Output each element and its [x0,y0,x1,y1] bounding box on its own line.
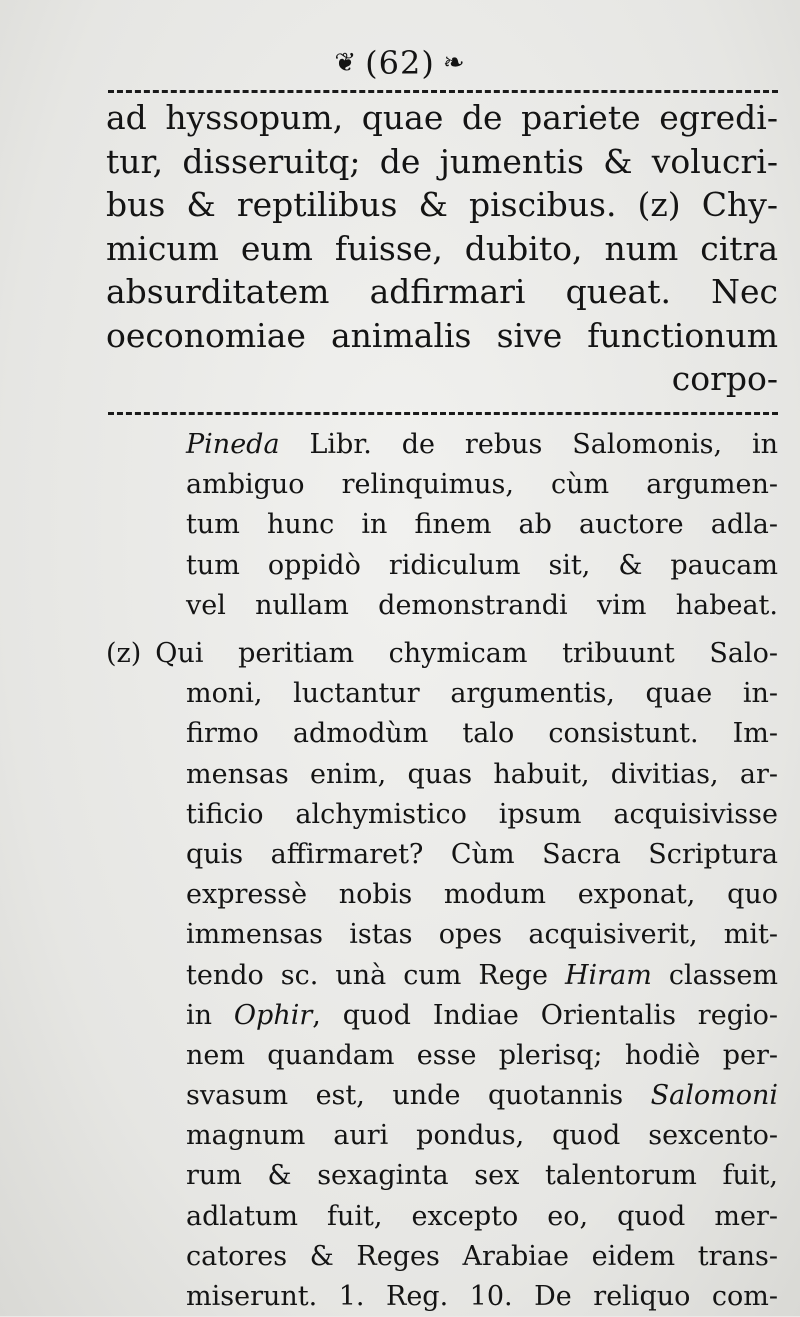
footnote-line [106,1076,778,1116]
footnote-text: adlatum fuit, excepto eo, quod mer- [186,1200,778,1232]
footnote-text: svasum est, unde quotannis [186,1080,651,1112]
footnote-line: ambiguo relinquimus, cùm argumen- [186,469,778,501]
footnote-text: Qui peritiam chymicam tribuunt Salo- [155,638,778,669]
footnote-line [106,1197,778,1237]
main-line: tur, disseruitq; de jumentis & volucri- [106,141,778,181]
footnote-text: magnum auri pondus, quod sexcento- [186,1120,778,1152]
footnote-line [106,996,778,1036]
footnote-text: mensas enim, quas habuit, divitias, ar- [186,758,778,790]
footnote-line [106,714,778,754]
footnote-text: tendo sc. unà cum Rege [186,959,566,991]
footnote-line [106,1116,778,1156]
footnote-line [106,634,778,674]
page-header [0,40,800,86]
italic-name: Salomoni [650,1080,778,1112]
main-line: ad hyssopum, quae de pariete egredi- [106,98,778,137]
footnote-text: moni, luctantur argumentis, quae in- [186,678,778,710]
footnote-text: expressè nobis modum exponat, quo [186,879,778,911]
catchword: corpo- [671,359,778,398]
footnote-text: quis affirmaret? Cùm Sacra Scriptura [186,838,778,870]
main-line: micum eum fuisse, dubito, num citra [106,228,778,268]
footnote-line [106,835,778,875]
footnote-text: catores & Reges Arabiae eidem trans- [186,1240,778,1272]
ornament-right-icon: ❧ [442,48,466,78]
footnote-text: Libr. de rebus Salomonis, in [279,429,778,460]
main-text [106,96,778,401]
main-line: absurditatem adfirmari queat. Nec [106,272,778,311]
footnote-line [106,1237,778,1277]
italic-name: Pineda [186,429,280,460]
footnote-line: tum hunc in finem ab auctore adla- [186,509,778,541]
footnote-line [106,795,778,835]
footnote-line [106,915,778,955]
footnote-rule [108,412,778,415]
footnote-line: vel nullam demonstrandi vim habeat. [186,589,778,621]
footnote-marker: (z) [106,638,142,669]
italic-name: Hiram [565,959,652,991]
header-rule [108,90,778,93]
footnote-line [106,956,778,996]
footnote-line [106,875,778,915]
page-number: (62) [365,44,435,82]
footnote-line [106,755,778,795]
footnote-text: in [186,999,234,1031]
italic-name: Ophir [233,999,313,1031]
footnote-line [106,1036,778,1076]
main-line: bus & reptilibus & piscibus. (z) Chy- [106,185,778,224]
footnote-text: miserunt. 1. Reg. 10. De reliquo com- [186,1281,778,1312]
footnote-text: firmo admodùm talo consistunt. Im- [186,718,778,750]
footnote-text: immensas istas opes acquisiverit, mit- [186,919,778,951]
footnote-line [106,1277,778,1317]
footnote-text: tificio alchymistico ipsum acquisivisse [186,798,778,830]
footnote-line [186,425,778,465]
footnote-line: tum oppidò ridiculum sit, & paucam [186,549,778,581]
footnote-z [106,634,778,1317]
main-line: oeconomiae animalis sive functionum [106,315,778,355]
footnote-text: nem quandam esse plerisq; hodiè per- [186,1039,778,1071]
footnote-line [106,674,778,714]
footnote-continued [186,425,778,626]
footnote-line [106,1156,778,1196]
footnote-text: rum & sexaginta sex talentorum fuit, [186,1160,778,1192]
footnote-text: , quod Indiae Orientalis regio- [312,999,778,1031]
ornament-left-icon: ❦ [334,48,358,78]
footnote-text: classem [651,959,778,991]
